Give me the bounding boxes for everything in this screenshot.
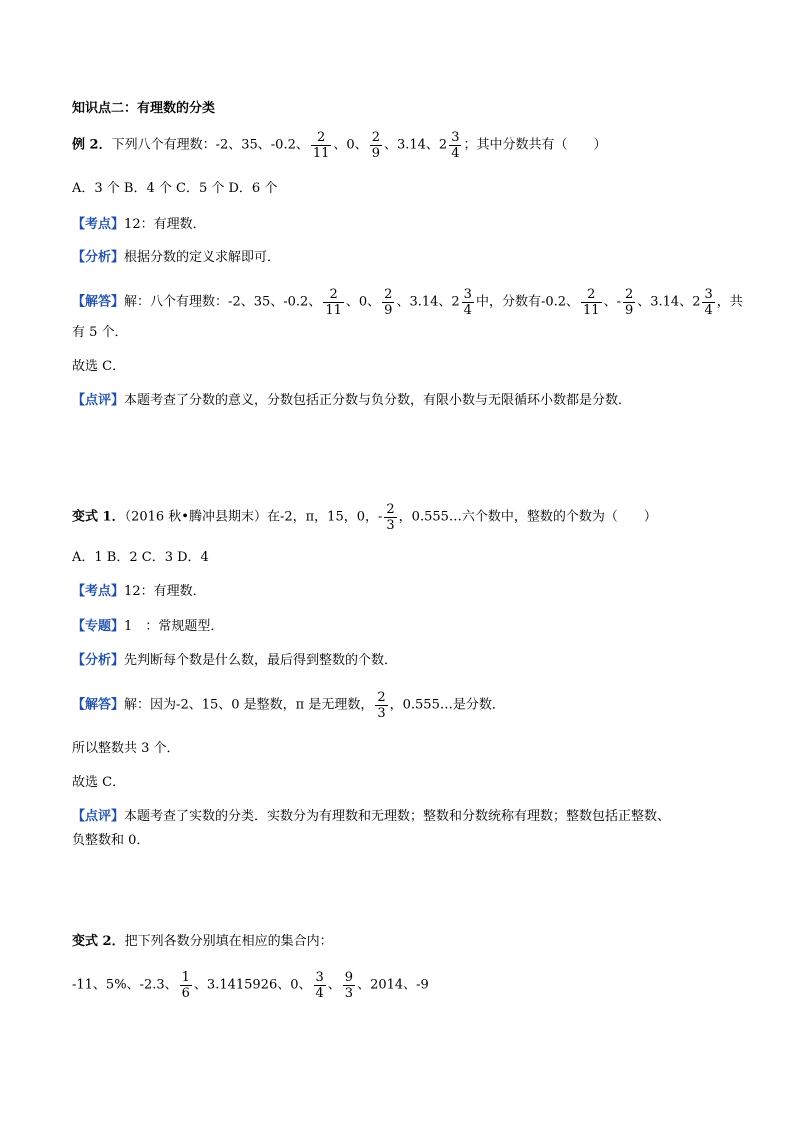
fraction-2-11 [581,287,602,318]
fraction-denominator: 4 [704,303,713,318]
variant1-result: 所以整数共 3 个． [72,741,180,756]
fraction-denominator: 11 [325,303,342,318]
variant1-fenxi [72,652,397,670]
example2-intro: 下列八个有理数：-2、35、-0.2、 [111,137,309,153]
example2-jieda [72,287,743,318]
fraction-1-6 [180,970,192,1001]
fraction-numerator: 1 [181,970,190,985]
jieda-c: 、3.14、2 [396,294,460,310]
tag-jieda: 解答 [85,294,112,310]
fraction-numerator: 3 [704,287,713,302]
fraction-numerator: 3 [315,970,324,985]
dianping-text: 本题考查了实数的分类．实数分为有理数和无理数；整数和分数统称有理数；整数包括正整数、 [124,809,671,824]
dianping-text: 本题考查了分数的意义，分数包括正分数与负分数，有限小数与无限循环小数都是分数． [124,393,632,408]
bracket-open: 【 [72,250,86,265]
jieda-a: 解：八个有理数：-2、35、-0.2、 [124,294,322,310]
example2-choice: 故选 C． [72,359,126,374]
seq-b: 、3.1415926、0、 [193,977,312,993]
bracket-open: 【 [72,697,86,713]
bracket-close: 】 [111,619,125,634]
fraction-numerator: 2 [316,130,326,145]
variant1-dianping-line2: 负整数和 0． [72,833,150,848]
fraction-denominator: 11 [312,146,330,161]
variant1-tail: ，0.555…六个数中，整数的个数为（ ） [398,509,657,525]
fenxi-text: 根据分数的定义求解即可． [124,250,281,265]
fraction-2-9 [370,130,382,161]
fraction-2-3 [375,690,387,721]
tag-kaodian: 考点 [85,584,112,599]
bracket-open: 【 [72,619,86,634]
variant1-label: 变式 1． [72,509,125,525]
kaodian-text: 12：有理数． [124,584,206,599]
fraction-3-4 [462,287,474,318]
example2-kaodian [72,216,206,234]
variant1-kaodian [72,583,206,601]
fraction-denominator: 4 [451,146,460,161]
jieda-f: 、3.14、2 [637,294,701,310]
seq-d: 、2014、-9 [357,977,429,993]
tag-jieda: 解答 [85,697,112,713]
fraction-2-9 [382,287,394,318]
example2-mid1: 、0、 [333,137,368,153]
bracket-close: 】 [111,697,125,713]
bracket-open: 【 [72,809,86,824]
variant1-zhuanti [72,618,223,636]
example2-tail: ；其中分数共有（ ） [463,137,607,153]
fraction-denominator: 4 [463,303,472,318]
bracket-close: 】 [111,217,125,232]
jieda-a: 解：因为-2、15、0 是整数，π 是无理数， [124,697,374,713]
tag-dianping: 点评 [85,393,112,408]
jieda-b: 、0、 [345,294,381,310]
variant2-intro: 把下列各数分别填在相应的集合内： [124,934,333,949]
fraction-numerator: 2 [587,287,596,302]
zhuanti-text: 1 ：常规题型． [124,619,224,634]
fraction-denominator: 9 [384,303,393,318]
bracket-close: 】 [111,250,125,265]
bracket-close: 】 [111,294,125,310]
bracket-close: 】 [111,584,125,599]
fraction-3-4 [314,970,326,1001]
bracket-open: 【 [72,393,86,408]
bracket-close: 】 [111,809,125,824]
fraction-denominator: 3 [386,518,395,533]
fraction-2-11 [323,287,344,318]
fraction-denominator: 6 [181,986,190,1001]
variant2-number-list [72,970,429,1001]
minus-sign: - [377,509,383,525]
seq-a: -11、5%、-2.3、 [72,977,178,993]
variant1-jieda [72,690,505,721]
example2-question [72,130,606,161]
example2-fenxi [72,249,280,267]
example2-dianping [72,392,631,410]
example2-jieda-line2: 有 5 个． [72,325,128,340]
variant1-question [72,502,657,533]
tag-fenxi: 分析 [85,250,112,265]
jieda-d: 中，分数有-0.2、 [475,294,580,310]
jieda-e: 、- [603,294,621,310]
bracket-close: 】 [111,393,125,408]
example2-label: 例 2． [72,137,112,153]
fraction-numerator: 3 [463,287,472,302]
variant2-label: 变式 2． [72,934,125,949]
fraction-2-9 [623,287,635,318]
fraction-denominator: 9 [371,146,380,161]
bracket-open: 【 [72,294,86,310]
fraction-numerator: 9 [344,970,354,985]
fraction-numerator: 2 [384,287,393,302]
variant1-dianping [72,808,670,826]
bracket-open: 【 [72,653,86,668]
fraction-numerator: 2 [386,502,395,517]
seq-c: 、 [327,977,341,993]
example2-options: A．3 个 B．4 个 C．5 个 D．6 个 [72,181,278,196]
fraction-2-3 [384,502,396,533]
bracket-open: 【 [72,584,86,599]
kaodian-text: 12：有理数． [124,217,206,232]
fraction-denominator: 9 [624,303,634,318]
tag-zhuanti: 专题 [85,619,112,634]
fraction-3-4 [702,287,714,318]
variant2-question [72,933,333,951]
fraction-numerator: 2 [329,287,338,302]
fraction-numerator: 2 [624,287,634,302]
fenxi-text: 先判断每个数是什么数，最后得到整数的个数． [124,653,398,668]
fraction-denominator: 3 [377,706,386,721]
bracket-open: 【 [72,217,86,232]
fraction-denominator: 4 [315,986,324,1001]
variant1-intro: （2016 秋•腾冲县期末）在-2，π，15，0， [124,509,378,525]
tag-kaodian: 考点 [85,217,112,232]
fraction-denominator: 11 [583,303,600,318]
tag-fenxi: 分析 [85,653,112,668]
jieda-b: ，0.555…是分数． [389,697,505,713]
example2-mid2: 、3.14、2 [383,137,448,153]
fraction-numerator: 3 [451,130,460,145]
fraction-2-11 [311,130,332,161]
jieda-g: ，共 [716,294,743,310]
fraction-numerator: 2 [377,690,386,705]
variant1-choice: 故选 C． [72,775,126,790]
section-title: 知识点二：有理数的分类 [72,101,216,116]
fraction-3-4 [449,130,461,161]
fraction-9-3 [343,970,355,1001]
fraction-numerator: 2 [371,130,380,145]
variant1-options: A．1 B．2 C．3 D．4 [72,550,209,565]
tag-dianping: 点评 [85,809,112,824]
fraction-denominator: 3 [344,986,354,1001]
bracket-close: 】 [111,653,125,668]
